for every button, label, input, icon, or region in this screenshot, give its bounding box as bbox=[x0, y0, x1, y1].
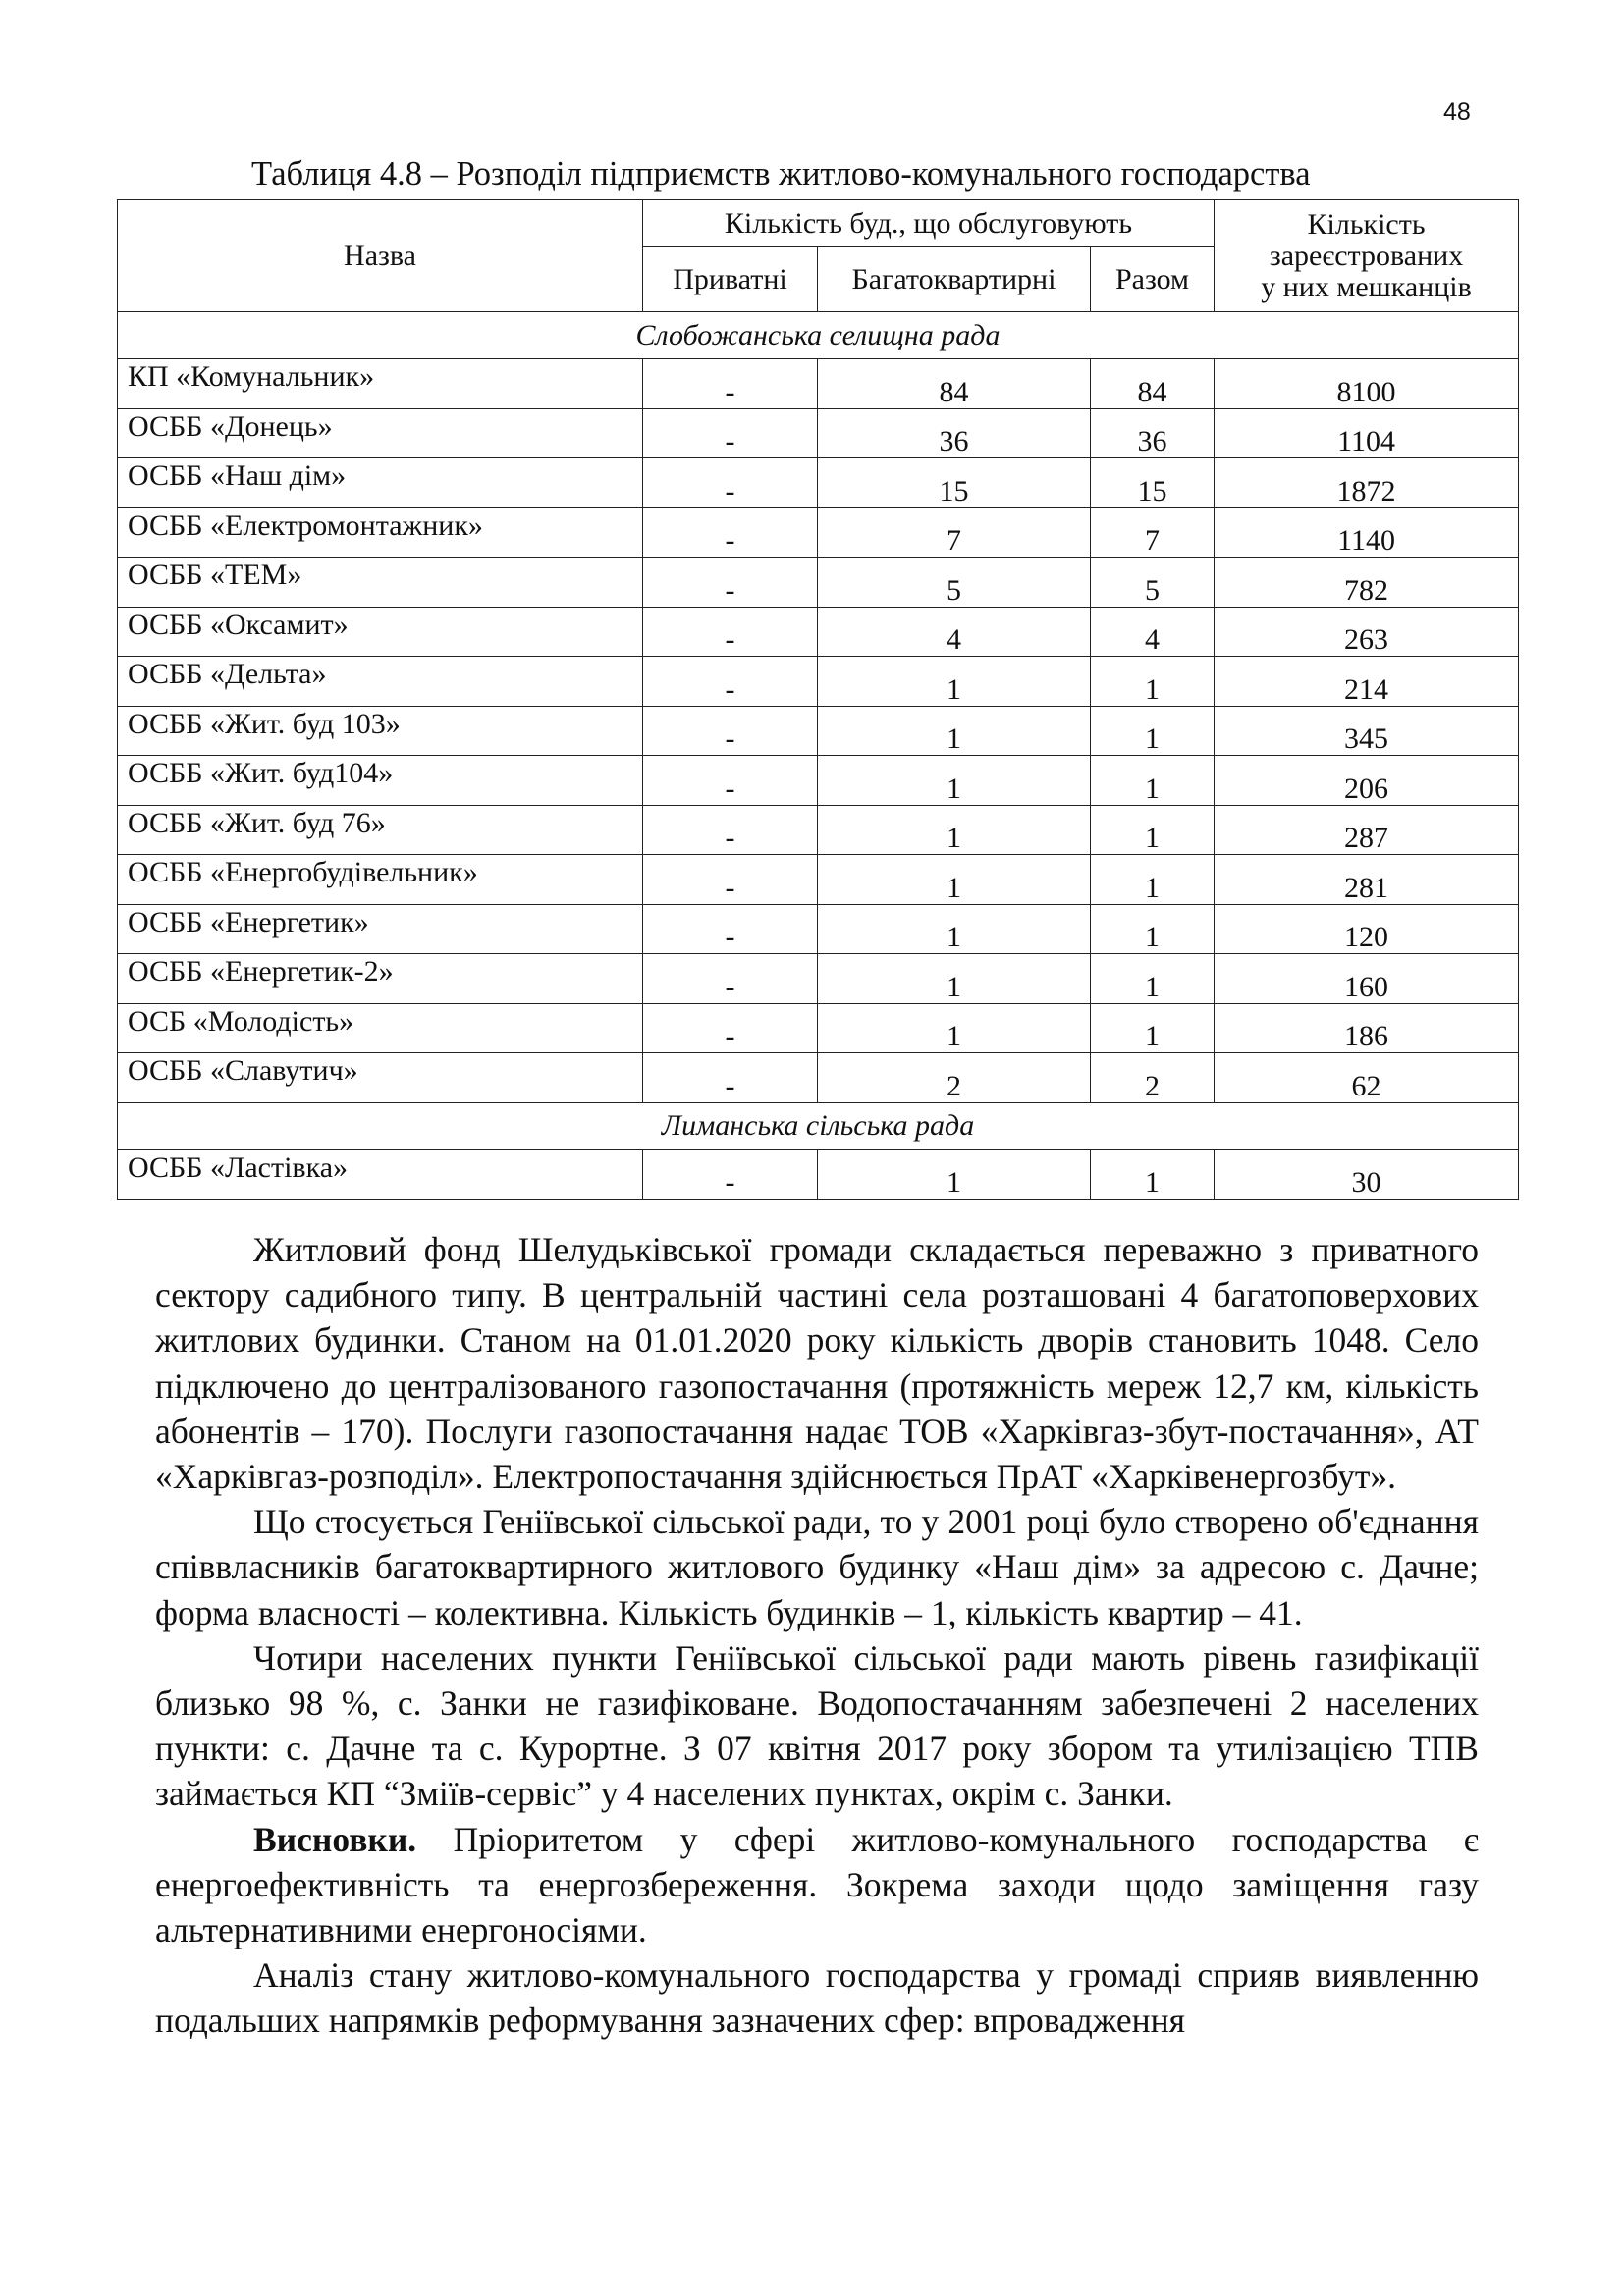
cell-name: ОСББ «Дельта» bbox=[118, 657, 643, 707]
cell-total: 1 bbox=[1091, 954, 1215, 1004]
cell-total: 1 bbox=[1091, 756, 1215, 806]
cell-total: 5 bbox=[1091, 558, 1215, 608]
cell-private: - bbox=[643, 359, 818, 409]
cell-multi: 1 bbox=[818, 1003, 1091, 1053]
cell-total: 7 bbox=[1091, 507, 1215, 558]
cell-residents: 287 bbox=[1215, 805, 1519, 855]
cell-name: ОСББ «ТЕМ» bbox=[118, 558, 643, 608]
table-row bbox=[118, 805, 1519, 855]
table-row bbox=[118, 904, 1519, 954]
cell-total: 1 bbox=[1091, 855, 1215, 905]
cell-residents: 8100 bbox=[1215, 359, 1519, 409]
cell-private: - bbox=[643, 1053, 818, 1103]
cell-name: ОСББ «Донець» bbox=[118, 408, 643, 458]
cell-private: - bbox=[643, 558, 818, 608]
header-multi-apartment: Багатоквартирні bbox=[818, 247, 1091, 312]
header-name: Назва bbox=[118, 200, 643, 312]
cell-name: ОСББ «Славутич» bbox=[118, 1053, 643, 1103]
cell-name: ОСББ «Жит. буд104» bbox=[118, 756, 643, 806]
cell-residents: 120 bbox=[1215, 904, 1519, 954]
cell-private: - bbox=[643, 954, 818, 1004]
cell-residents: 1872 bbox=[1215, 458, 1519, 508]
header-residents-line-2: зареєстрованих bbox=[1269, 239, 1464, 272]
cell-private: - bbox=[643, 458, 818, 508]
table-row bbox=[118, 954, 1519, 1004]
cell-name: ОСББ «Енергетик-2» bbox=[118, 954, 643, 1004]
table-body bbox=[118, 312, 1519, 1200]
cell-name: ОСББ «Наш дім» bbox=[118, 458, 643, 508]
cell-private: - bbox=[643, 706, 818, 756]
header-total: Разом bbox=[1091, 247, 1215, 312]
section-title: Лиманська сільська рада bbox=[118, 1102, 1519, 1149]
paragraph-text: Житловий фонд Шелудьківської громади складається переважно з приватного сектору садибного типу. В центральній частині села розташовані 4 багатоповерхових житлових будинки. Станом на 01.01.2020 року кількість дворів становить 1048. Село підключено до централізованого газопостачання (протяжність мереж 12,7 км, кількість абонентів – 170). Послуги газопостачання надає ТОВ «Харківгаз-збут-постачання», АТ «Харківгаз-розподіл». Електропостачання здійснюється ПрАТ «Харківенергозбут». bbox=[155, 1230, 1479, 1497]
cell-multi: 4 bbox=[818, 607, 1091, 657]
table-row bbox=[118, 359, 1519, 409]
table-row bbox=[118, 607, 1519, 657]
cell-total: 15 bbox=[1091, 458, 1215, 508]
cell-residents: 62 bbox=[1215, 1053, 1519, 1103]
header-buildings-group: Кількість буд., що обслуговують bbox=[643, 200, 1215, 247]
header-residents-line-3: у них мешканців bbox=[1261, 270, 1472, 303]
cell-private: - bbox=[643, 756, 818, 806]
cell-private: - bbox=[643, 904, 818, 954]
cell-multi: 84 bbox=[818, 359, 1091, 409]
cell-multi: 1 bbox=[818, 904, 1091, 954]
cell-total: 1 bbox=[1091, 904, 1215, 954]
cell-private: - bbox=[643, 1003, 818, 1053]
cell-name: ОСББ «Жит. буд 103» bbox=[118, 706, 643, 756]
cell-total: 84 bbox=[1091, 359, 1215, 409]
cell-name: ОСББ «Енергобудівельник» bbox=[118, 855, 643, 905]
table-row bbox=[118, 458, 1519, 508]
cell-name: ОСББ «Енергетик» bbox=[118, 904, 643, 954]
cell-total: 2 bbox=[1091, 1053, 1215, 1103]
table-caption: Таблиця 4.8 – Розподіл підприємств житлово-комунального господарства bbox=[251, 155, 1311, 192]
cell-private: - bbox=[643, 657, 818, 707]
paragraph-bold-lead: Висновки. bbox=[253, 1819, 417, 1859]
cell-private: - bbox=[643, 507, 818, 558]
cell-private: - bbox=[643, 855, 818, 905]
cell-residents: 30 bbox=[1215, 1149, 1519, 1200]
table-row bbox=[118, 855, 1519, 905]
cell-name: ОСББ «Електромонтажник» bbox=[118, 507, 643, 558]
page-number: 48 bbox=[1443, 98, 1471, 126]
cell-multi: 2 bbox=[818, 1053, 1091, 1103]
cell-name: ОСБ «Молодість» bbox=[118, 1003, 643, 1053]
cell-multi: 5 bbox=[818, 558, 1091, 608]
cell-residents: 214 bbox=[1215, 657, 1519, 707]
cell-private: - bbox=[643, 1149, 818, 1200]
paragraph-text: Чотири населених пункти Геніївської сільської ради мають рівень газифікації близько 98 %, с. Занки не газифіковане. Водопостачанням забезпечені 2 населених пункти: с. Дачне та с. Курортне. З 07 квітня 2017 року збором та утилізацією ТПВ займається КП “Зміїв-сервіс” у 4 населених пунктах, окрім с. Занки. bbox=[155, 1637, 1479, 1814]
cell-total: 4 bbox=[1091, 607, 1215, 657]
cell-private: - bbox=[643, 408, 818, 458]
header-residents bbox=[1215, 200, 1519, 312]
header-residents-line-1: Кількість bbox=[1307, 207, 1426, 240]
section-row bbox=[118, 312, 1519, 359]
table-row bbox=[118, 1053, 1519, 1103]
cell-multi: 36 bbox=[818, 408, 1091, 458]
paragraph-text: Що стосується Геніївської сільської ради, то у 2001 році було створено об'єднання співвласників багатоквартирного житлового будинку «Наш дім» за адресою с. Дачне; форма власності – колективна. Кількість будинків – 1, кількість квартир – 41. bbox=[155, 1502, 1479, 1632]
cell-multi: 15 bbox=[818, 458, 1091, 508]
cell-residents: 1104 bbox=[1215, 408, 1519, 458]
section-title: Слобожанська селищна рада bbox=[118, 312, 1519, 359]
cell-total: 1 bbox=[1091, 1149, 1215, 1200]
cell-name: ОСББ «Жит. буд 76» bbox=[118, 805, 643, 855]
cell-private: - bbox=[643, 805, 818, 855]
cell-residents: 1140 bbox=[1215, 507, 1519, 558]
cell-residents: 206 bbox=[1215, 756, 1519, 806]
cell-residents: 186 bbox=[1215, 1003, 1519, 1053]
cell-total: 36 bbox=[1091, 408, 1215, 458]
cell-name: КП «Комунальник» bbox=[118, 359, 643, 409]
cell-residents: 281 bbox=[1215, 855, 1519, 905]
paragraph bbox=[155, 1499, 1479, 1635]
cell-total: 1 bbox=[1091, 1003, 1215, 1053]
cell-multi: 1 bbox=[818, 805, 1091, 855]
cell-residents: 345 bbox=[1215, 706, 1519, 756]
cell-multi: 1 bbox=[818, 657, 1091, 707]
section-row bbox=[118, 1102, 1519, 1149]
cell-residents: 782 bbox=[1215, 558, 1519, 608]
cell-total: 1 bbox=[1091, 706, 1215, 756]
cell-multi: 7 bbox=[818, 507, 1091, 558]
cell-multi: 1 bbox=[818, 706, 1091, 756]
paragraph bbox=[155, 1227, 1479, 1499]
cell-residents: 263 bbox=[1215, 607, 1519, 657]
paragraph bbox=[155, 1817, 1479, 1953]
cell-multi: 1 bbox=[818, 1149, 1091, 1200]
header-private: Приватні bbox=[643, 247, 818, 312]
cell-multi: 1 bbox=[818, 756, 1091, 806]
paragraph-text: Аналіз стану житлово-комунального господарства у громаді сприяв виявленню подальших напрямків реформування зазначених сфер: впровадження bbox=[155, 1955, 1479, 2041]
cell-name: ОСББ «Ластівка» bbox=[118, 1149, 643, 1200]
housing-table bbox=[117, 199, 1519, 1200]
table-row bbox=[118, 657, 1519, 707]
cell-total: 1 bbox=[1091, 657, 1215, 707]
cell-multi: 1 bbox=[818, 855, 1091, 905]
cell-private: - bbox=[643, 607, 818, 657]
cell-multi: 1 bbox=[818, 954, 1091, 1004]
table-row bbox=[118, 1149, 1519, 1200]
table-row bbox=[118, 706, 1519, 756]
paragraph-text: Пріоритетом у сфері житлово-комунального господарства є енергоефективність та енергозбереження. Зокрема заходи щодо заміщення газу альтернативними енергоносіями. bbox=[155, 1819, 1479, 1950]
table-row bbox=[118, 558, 1519, 608]
table-row bbox=[118, 756, 1519, 806]
body-text bbox=[155, 1227, 1479, 2044]
cell-residents: 160 bbox=[1215, 954, 1519, 1004]
table-row bbox=[118, 408, 1519, 458]
paragraph bbox=[155, 1952, 1479, 2043]
table-row bbox=[118, 507, 1519, 558]
cell-name: ОСББ «Оксамит» bbox=[118, 607, 643, 657]
cell-total: 1 bbox=[1091, 805, 1215, 855]
table-row bbox=[118, 1003, 1519, 1053]
paragraph bbox=[155, 1635, 1479, 1817]
